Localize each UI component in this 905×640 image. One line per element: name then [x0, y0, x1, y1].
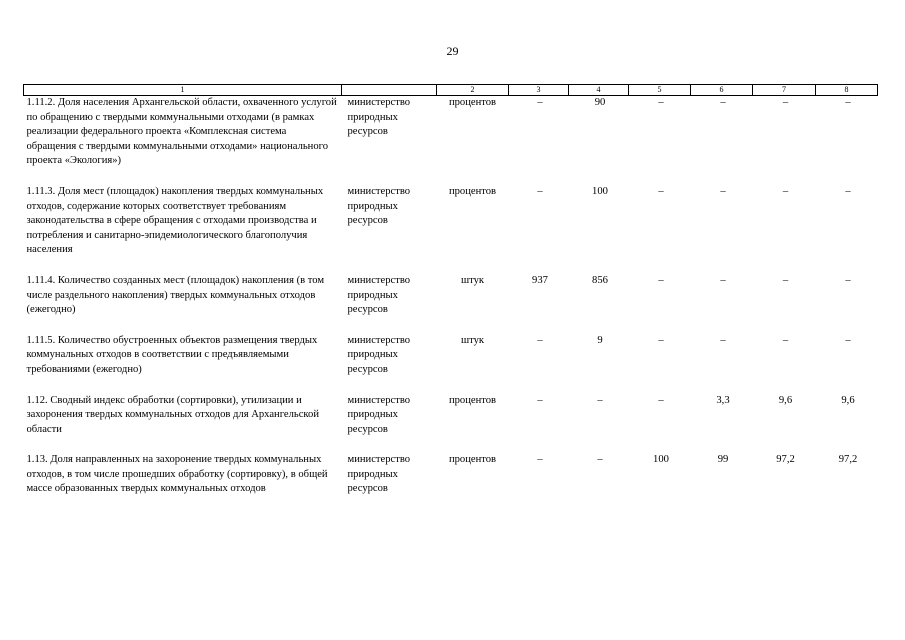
column-header: 2: [437, 85, 509, 96]
indicator-value: –: [658, 97, 664, 108]
indicator-value: –: [720, 334, 726, 346]
indicator-value: 97,2: [838, 454, 858, 466]
unit-of-measure: процентов: [448, 454, 497, 466]
column-header: 4: [569, 85, 629, 96]
table-row: [24, 96, 878, 185]
indicator-value: –: [597, 394, 603, 406]
table-row: [24, 334, 878, 394]
unit-of-measure: процентов: [448, 394, 497, 406]
indicator-value: –: [845, 97, 851, 108]
responsible-executor: министерство природных ресурсов: [347, 454, 411, 495]
indicator-value: –: [537, 454, 543, 466]
indicator-value: 937: [532, 274, 548, 286]
responsible-executor: министерство природных ресурсов: [347, 394, 411, 435]
indicator-value: –: [537, 97, 543, 108]
column-header: 6: [691, 85, 753, 96]
indicator-value: 100: [592, 185, 608, 197]
indicator-value: –: [720, 185, 726, 197]
indicator-value: –: [597, 454, 603, 466]
indicator-value: –: [782, 185, 789, 197]
indicator-value: –: [537, 334, 543, 346]
indicator-value: –: [537, 394, 543, 406]
column-header: 1: [24, 85, 342, 96]
table-row: [24, 274, 878, 334]
unit-of-measure: процентов: [448, 97, 497, 108]
indicator-value: –: [845, 274, 851, 286]
indicator-value: –: [845, 334, 851, 346]
indicator-value: 9,6: [778, 394, 793, 406]
column-header: 3: [509, 85, 569, 96]
indicator-value: –: [782, 97, 789, 108]
indicator-value: –: [658, 334, 664, 346]
indicator-value: 9: [597, 334, 603, 346]
indicator-value: 100: [653, 454, 669, 466]
indicator-value: –: [720, 97, 726, 108]
responsible-executor: министерство природных ресурсов: [347, 334, 411, 375]
indicator-value: 90: [594, 97, 606, 108]
table-row: [24, 453, 878, 513]
indicator-value: –: [845, 185, 851, 197]
indicator-value: 856: [592, 274, 608, 286]
indicator-value: 3,3: [716, 394, 730, 406]
column-header: 5: [629, 85, 691, 96]
indicator-value: –: [658, 394, 664, 406]
indicator-name: 1.13. Доля направленных на захоронение твердых коммунальных отходов, в том числе прошедших обработку (сортировку), в общей массе образованных твердых коммунальных отходов: [26, 454, 328, 495]
unit-of-measure: штук: [460, 274, 485, 286]
column-header: [342, 85, 437, 96]
column-header: 8: [816, 85, 878, 96]
indicator-name: 1.11.2. Доля населения Архангельской области, охваченного услугой по обращению с твердыми коммунальными отходами (в рамках реализации федерального проекта «Комплексная система обращения с твердыми коммунальными отходами» национального проекта «Экология»): [26, 97, 337, 167]
responsible-executor: министерство природных ресурсов: [347, 185, 411, 227]
column-header: 7: [753, 85, 816, 96]
table-row: [24, 394, 878, 454]
indicator-value: 99: [717, 454, 729, 466]
indicator-value: –: [537, 185, 543, 197]
indicator-value: –: [782, 274, 789, 286]
indicator-value: 97,2: [776, 454, 795, 466]
column-number-row: [24, 85, 878, 96]
indicator-value: –: [782, 334, 789, 346]
unit-of-measure: штук: [460, 334, 485, 346]
indicators-table: [23, 84, 878, 513]
indicator-name: 1.11.5. Количество обустроенных объектов размещения твердых коммунальных отходов в соответствии с предъявляемыми требованиями (ежегодно): [26, 334, 318, 375]
indicator-name: 1.11.3. Доля мест (площадок) накопления твердых коммунальных отходов, содержание которых соответствует требованиям законодательства в сфере обращения с отходами производства и потребления и санитарно-эпидемиологического благополучия населения: [26, 185, 324, 256]
indicator-value: –: [658, 185, 664, 197]
responsible-executor: министерство природных ресурсов: [347, 274, 411, 316]
indicator-name: 1.11.4. Количество созданных мест (площадок) накопления (в том числе раздельного накопления) твердых коммунальных отходов (ежегодно): [26, 274, 325, 316]
indicator-value: 9,6: [841, 394, 855, 406]
indicator-value: –: [720, 274, 726, 286]
indicator-name: 1.12. Сводный индекс обработки (сортировки), утилизации и захоронения твердых коммунальных отходов для Архангельской области: [26, 394, 319, 435]
unit-of-measure: процентов: [448, 185, 497, 197]
table-row: [24, 185, 878, 274]
indicator-value: –: [658, 274, 664, 286]
page-number: 29: [446, 44, 459, 58]
responsible-executor: министерство природных ресурсов: [347, 97, 411, 138]
